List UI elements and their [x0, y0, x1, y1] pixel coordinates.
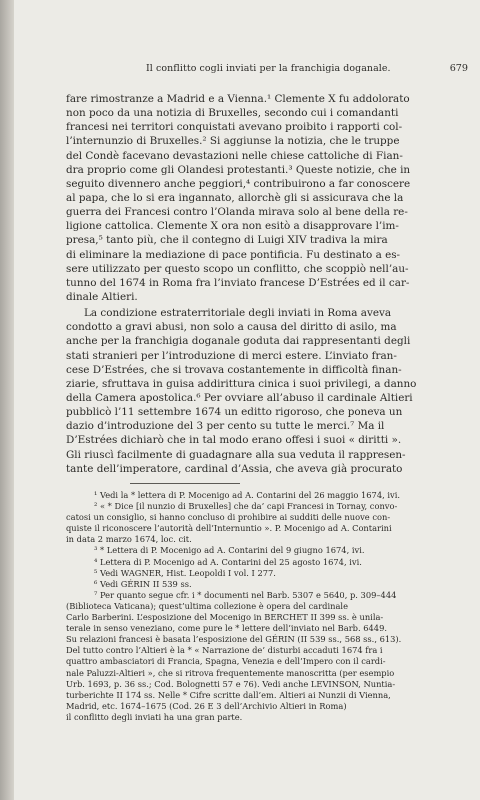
text-line: l’internunzio di Bruxelles.² Si aggiunse la notizia, che le truppe: [66, 135, 400, 148]
text-line: della Camera apostolica.⁶ Per ovviare all’abuso il cardinale Altieri: [66, 391, 413, 404]
footnote-line: turberichte II 174 ss. Nelle * Cifre scritte dall’em. Altieri ai Nunzii di Vienna,: [66, 689, 391, 700]
text-line: pubblicò l’11 settembre 1674 un editto rigoroso, che poneva un: [66, 406, 403, 419]
footnote-line: ³ * Lettera di P. Mocenigo ad A. Contarini del 9 giugno 1674, ivi.: [94, 545, 365, 556]
footnote-line: ⁵ Vedi WAGNER, Hist. Leopoldi I vol. I 277.: [94, 567, 276, 578]
footnote-line: Su relazioni francesi è basata l’esposizione del GÉRIN (II 539 ss., 568 ss., 613).: [66, 634, 402, 645]
text-line: stati stranieri per l’introduzione di merci estere. L’inviato fran-: [66, 349, 397, 362]
footnote-line: Del tutto contro l’Altieri è la * « Narrazione de’ disturbi accaduti 1674 fra i: [66, 645, 383, 656]
page-number: 679: [449, 63, 468, 74]
page-binding-edge: [0, 0, 14, 800]
text-line: dra proprio come gli Olandesi protestanti.³ Queste notizie, che in: [66, 163, 411, 176]
footnote-line: quattro ambasciatori di Francia, Spagna, Venezia e dell’Impero con il cardi-: [66, 656, 386, 667]
text-line: del Condè facevano devastazioni nelle chiese cattoliche di Fian-: [66, 149, 403, 162]
text-line: ligione cattolica. Clemente X ora non esitò a disapprovare l’im-: [66, 220, 399, 233]
footnotes: [66, 490, 466, 723]
text-line: dinale Altieri.: [66, 290, 138, 303]
running-head: Il conflitto cogli inviati per la franchigia doganale.: [146, 63, 391, 74]
footnote-line: il conflitto degli inviati ha una gran parte.: [66, 711, 243, 722]
text-line: francesi nei territori conquistati avevano proibito i rapporti col-: [66, 121, 403, 134]
text-line: seguito divennero anche peggiori,⁴ contribuirono a far conoscere: [66, 177, 411, 190]
text-line: tante dell’imperatore, cardinal d’Assia, che aveva già procurato: [66, 462, 403, 475]
page-header: [14, 63, 480, 77]
footnote-line: Carlo Barberini. L’esposizione del Mocenigo in BERCHET II 399 ss. è unila-: [66, 612, 384, 623]
footnote-line: nale Paluzzi-Altieri », che si ritrova frequentemente manoscritta (per esempio: [66, 667, 395, 678]
text-line: condotto a gravi abusi, non solo a causa del diritto di asilo, ma: [66, 321, 397, 334]
text-line: La condizione estraterritoriale degli inviati in Roma aveva: [84, 307, 392, 320]
footnote-line: ⁷ Per quanto segue cfr. i * documenti nel Barb. 5307 e 5640, p. 309–444: [94, 589, 397, 600]
footnote-line: Urb. 1693, p. 36 ss.; Cod. Bolognetti 57 e 76). Vedi anche LEVINSON, Nuntia-: [66, 678, 396, 689]
text-line: fare rimostranze a Madrid e a Vienna.¹ Clemente X fu addolorato: [66, 93, 410, 105]
text-line: cese D’Estrées, che si trovava costantemente in difficoltà finan-: [66, 363, 402, 376]
footnote-line: ⁶ Vedi GÉRIN II 539 ss.: [94, 578, 192, 589]
text-line: ziarie, sfruttava in guisa addirittura cinica i suoi privilegi, a danno: [66, 377, 417, 390]
footnote-line: terale in senso veneziano, come pure le * lettere dell’inviato nel Barb. 6449.: [66, 623, 388, 634]
text-line: presa,⁵ tanto più, che il contegno di Luigi XIV tradiva la mira: [66, 234, 388, 247]
footnote-line: ¹ Vedi la * lettera di P. Mocenigo ad A. Contarini del 26 maggio 1674, ivi.: [94, 490, 401, 500]
main-text: [66, 92, 462, 476]
text-line: guerra dei Francesi contro l’Olanda mirava solo al bene della re-: [66, 206, 408, 219]
footnote-line: ² « * Dice [il nunzio di Bruxelles] che da’ capi Francesi in Tornay, convo-: [94, 501, 398, 512]
text-line: sere utilizzato per questo scopo un conflitto, che scoppiò nell’au-: [66, 262, 409, 275]
text-line: tunno del 1674 in Roma fra l’inviato francese D’Estrées ed il car-: [66, 276, 410, 289]
text-line: non poco da una notizia di Bruxelles, secondo cui i comandanti: [66, 107, 399, 120]
footnote-separator: [130, 483, 240, 484]
text-line: D’Estrées dichiarò che in tal modo erano offesi i suoi « diritti ».: [66, 434, 402, 447]
footnote-line: catosi un consiglio, si hanno concluso di prohibire ai sudditi delle nuove con-: [66, 512, 391, 523]
footnote-line: in data 2 marzo 1674, loc. cit.: [66, 534, 192, 545]
footnote-line: Madrid, etc. 1674–1675 (Cod. 26 E 3 dell’Archivio Altieri in Roma): [66, 700, 347, 711]
footnote-line: ⁴ Lettera di P. Mocenigo ad A. Contarini del 25 agosto 1674, ivi.: [94, 556, 362, 567]
text-line: dazio d’introduzione del 3 per cento su tutte le merci.⁷ Ma il: [66, 420, 385, 433]
text-line: al papa, che lo si era ingannato, allorchè gli si assicurava che la: [66, 191, 404, 204]
footnote-line: (Biblioteca Vaticana); quest’ultima collezione è opera del cardinale: [66, 600, 348, 611]
footnote-line: quiste il riconoscere l’autorità dell’Internuntio ». P. Mocenigo ad A. Contarini: [66, 523, 392, 534]
text-line: di eliminare la mediazione di pace pontificia. Fu destinato a es-: [66, 248, 401, 261]
text-line: anche per la franchigia doganale goduta dai rappresentanti degli: [66, 335, 411, 348]
text-line: Gli riuscì facilmente di guadagnare alla sua veduta il rappresen-: [66, 448, 406, 461]
